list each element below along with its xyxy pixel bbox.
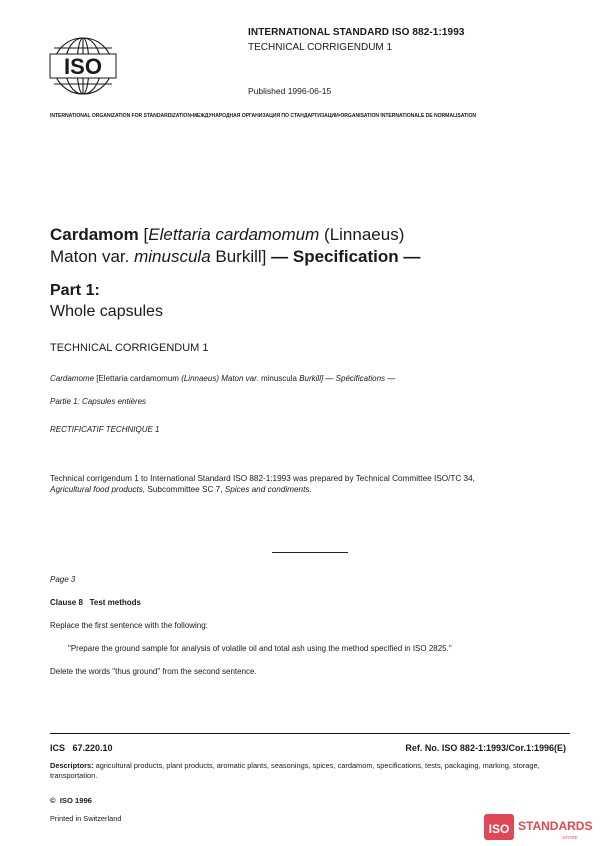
document-title bbox=[50, 224, 570, 268]
french-title-spec: Burkill] — Spécifications — bbox=[299, 374, 396, 383]
descriptors-text: agricultural products, plant products, aromatic plants, seasonings, spices, cardamom, specifications, tests, packaging, marking, storage, transportation. bbox=[50, 761, 540, 780]
standard-title: INTERNATIONAL STANDARD ISO 882-1:1993 bbox=[248, 27, 465, 38]
french-title-cardamome: Cardamome bbox=[50, 374, 95, 383]
intro-subcommittee: Subcommittee SC 7, bbox=[147, 485, 223, 494]
title-cardamom: Cardamom bbox=[50, 225, 139, 244]
watermark-word: STANDARDS bbox=[518, 819, 593, 833]
iso-standards-watermark bbox=[484, 812, 594, 842]
french-title-latin: [Elettaria cardamomum bbox=[96, 374, 179, 383]
reference-number: Ref. No. ISO 882-1:1993/Cor.1:1996(E) bbox=[405, 743, 566, 753]
intro-subcommittee-name: Spices and condiments. bbox=[224, 485, 312, 494]
replacement-quote: "Prepare the ground sample for analysis of volatile oil and total ash using the method specified in ISO 2825." bbox=[68, 644, 452, 653]
section-divider bbox=[272, 552, 348, 553]
title-variety: minuscula bbox=[134, 247, 211, 266]
french-title bbox=[50, 374, 395, 383]
page-reference: Page 3 bbox=[50, 575, 76, 584]
corrigendum-label: TECHNICAL CORRIGENDUM 1 bbox=[248, 42, 393, 53]
title-burkill: Burkill] bbox=[215, 247, 267, 266]
published-date: Published 1996-06-15 bbox=[248, 86, 332, 96]
title-maton: Maton var. bbox=[50, 247, 130, 266]
part-name: Whole capsules bbox=[50, 303, 163, 320]
french-corrigendum: RECTIFICATIF TECHNIQUE 1 bbox=[50, 425, 160, 434]
iso-logo bbox=[40, 36, 126, 96]
watermark-badge-text: ISO bbox=[488, 822, 510, 836]
french-part: Partie 1: Capsules entières bbox=[50, 397, 147, 406]
iso-logo-text: ISO bbox=[64, 54, 102, 79]
footer-divider bbox=[50, 733, 570, 734]
delete-instruction: Delete the words "thus ground" from the second sentence. bbox=[50, 667, 257, 676]
technical-corrigendum-heading: TECHNICAL CORRIGENDUM 1 bbox=[50, 342, 209, 354]
copyright: © ISO 1996 bbox=[50, 796, 92, 805]
title-author: (Linnaeus) bbox=[324, 225, 405, 244]
descriptors-label: Descriptors: bbox=[50, 761, 94, 770]
ics-code: ICS 67.220.10 bbox=[50, 743, 113, 753]
clause-heading: Clause 8 Test methods bbox=[50, 598, 141, 607]
french-title-author: (Linnaeus) Maton var. bbox=[181, 374, 259, 383]
organization-line: INTERNATIONAL ORGANIZATION FOR STANDARDIZATION•МЕЖДУНАРОДНАЯ ОРГАНИЗАЦИЯ ПО СТАНДАРТИЗАЦИИ•ORGANISATION INTERNATIONALE DE NORMALISATION bbox=[50, 113, 476, 119]
title-bracket: [ bbox=[143, 225, 149, 244]
french-title-variety: minuscula bbox=[260, 374, 297, 383]
intro-text-a: Technical corrigendum 1 to International Standard ISO 882-1:1993 was prepared by Technical Committee ISO/TC 34, bbox=[50, 474, 475, 483]
intro-committee-name: Agricultural food products, bbox=[50, 485, 146, 494]
descriptors bbox=[50, 761, 570, 781]
part-label: Part 1: bbox=[50, 282, 100, 299]
intro-paragraph bbox=[50, 473, 550, 495]
title-latin-name: Elettaria cardamomum bbox=[148, 225, 320, 244]
replace-instruction: Replace the first sentence with the following: bbox=[50, 621, 208, 630]
printed-location: Printed in Switzerland bbox=[50, 814, 122, 823]
title-specification: — Specification — bbox=[271, 247, 421, 266]
watermark-sub: STORE bbox=[562, 835, 578, 840]
